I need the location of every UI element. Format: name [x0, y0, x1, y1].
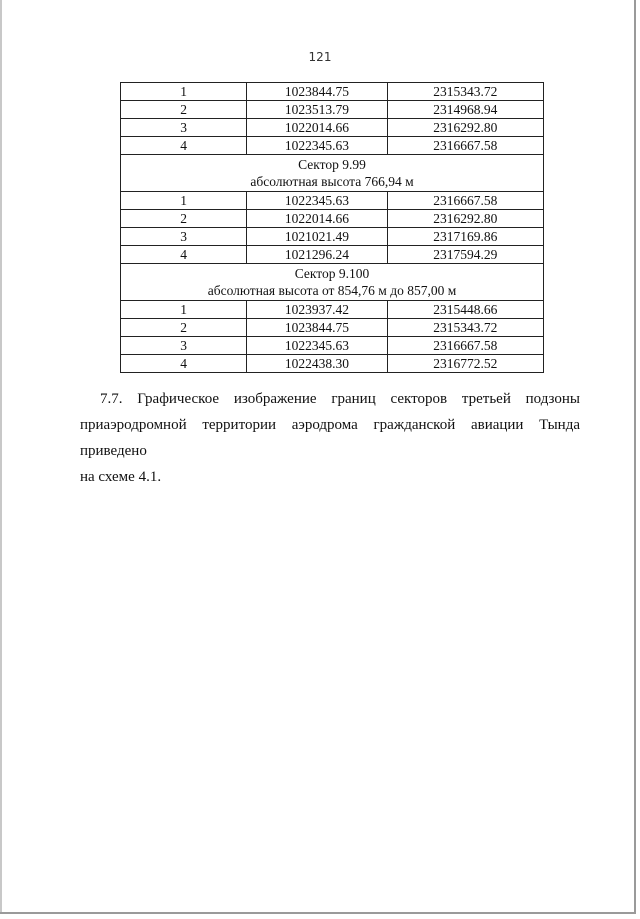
table-row [121, 101, 544, 119]
coord-x: 1021296.24 [247, 246, 387, 264]
body-paragraph [80, 386, 580, 490]
coord-y: 2315343.72 [387, 319, 543, 337]
sector-header [121, 155, 544, 192]
point-number: 1 [121, 83, 247, 101]
coord-x: 1021021.49 [247, 228, 387, 246]
point-number: 3 [121, 119, 247, 137]
sector-header [121, 264, 544, 301]
sector-name: Сектор 9.100 [294, 266, 370, 281]
coord-x: 1022014.66 [247, 210, 387, 228]
coord-x: 1022345.63 [247, 337, 387, 355]
paragraph-line: 7.7. Графическое изображение границ секторов третьей подзоны [100, 391, 580, 407]
sector-height: абсолютная высота 766,94 м [250, 174, 414, 189]
point-number: 4 [121, 246, 247, 264]
paragraph-line: на схеме 4.1. [80, 469, 162, 485]
coord-y: 2316667.58 [387, 137, 543, 155]
point-number: 2 [121, 210, 247, 228]
coord-x: 1022345.63 [247, 192, 387, 210]
table-row [121, 228, 544, 246]
coord-y: 2316292.80 [387, 119, 543, 137]
point-number: 2 [121, 319, 247, 337]
coord-y: 2317594.29 [387, 246, 543, 264]
table-row [121, 83, 544, 101]
coord-x: 1023844.75 [247, 319, 387, 337]
point-number: 2 [121, 101, 247, 119]
coord-y: 2315343.72 [387, 83, 543, 101]
coord-y: 2316292.80 [387, 210, 543, 228]
coord-x: 1023844.75 [247, 83, 387, 101]
table-row [121, 337, 544, 355]
coord-x: 1023937.42 [247, 301, 387, 319]
point-number: 4 [121, 137, 247, 155]
sector-header-row [121, 155, 544, 192]
coord-y: 2314968.94 [387, 101, 543, 119]
coord-x: 1022014.66 [247, 119, 387, 137]
table-row [121, 137, 544, 155]
coord-y: 2317169.86 [387, 228, 543, 246]
coord-y: 2316667.58 [387, 337, 543, 355]
point-number: 3 [121, 228, 247, 246]
table-row [121, 301, 544, 319]
point-number: 3 [121, 337, 247, 355]
sector-header-row [121, 264, 544, 301]
coord-x: 1023513.79 [247, 101, 387, 119]
point-number: 1 [121, 301, 247, 319]
table-row [121, 319, 544, 337]
point-number: 1 [121, 192, 247, 210]
coord-x: 1022438.30 [247, 355, 387, 373]
table-row [121, 210, 544, 228]
page-number: 121 [308, 50, 332, 64]
coord-y: 2316667.58 [387, 192, 543, 210]
table-row [121, 355, 544, 373]
point-number: 4 [121, 355, 247, 373]
coord-y: 2315448.66 [387, 301, 543, 319]
table-row [121, 192, 544, 210]
coordinates-table [120, 82, 544, 373]
table-row [121, 119, 544, 137]
table-row [121, 246, 544, 264]
coord-y: 2316772.52 [387, 355, 543, 373]
sector-height: абсолютная высота от 854,76 м до 857,00 м [207, 283, 457, 298]
sector-name: Сектор 9.99 [298, 157, 366, 172]
coord-x: 1022345.63 [247, 137, 387, 155]
paragraph-line: приаэродромной территории аэродрома гражданской авиации Тында приведено [80, 417, 580, 459]
